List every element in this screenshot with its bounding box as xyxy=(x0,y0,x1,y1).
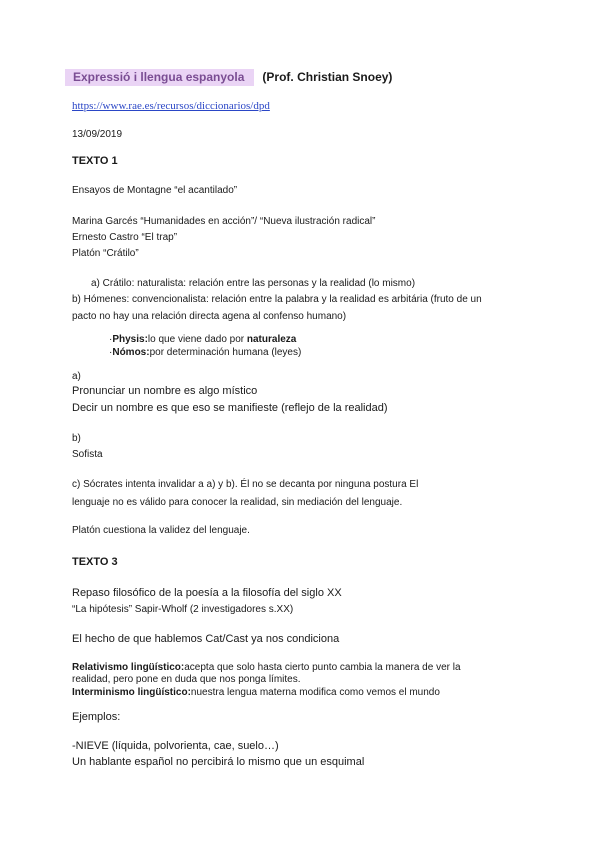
course-header xyxy=(65,70,392,84)
course-title: Expressió i llengua espanyola xyxy=(65,69,254,86)
relativismo-text1: acepta que solo hasta cierto punto cambia la manera de ver la xyxy=(184,662,461,673)
physis-text: lo que viene dado por xyxy=(147,334,247,345)
relativismo-line1 xyxy=(72,662,461,673)
texto3-line2: “La hipótesis” Sapir-Wholf (2 investigadores s.XX) xyxy=(72,604,294,615)
dpd-link[interactable]: https://www.rae.es/recursos/diccionarios/dpd xyxy=(72,100,270,112)
professor-name: (Prof. Christian Snoey) xyxy=(262,70,393,84)
c-line2: lenguaje no es válido para conocer la realidad, sin mediación del lenguaje. xyxy=(72,497,403,508)
nomos-term: Nómos: xyxy=(112,347,150,358)
ref-platon: Platón “Crátilo” xyxy=(72,248,139,259)
a-line2: Decir un nombre es que eso se manifieste (reflejo de la realidad) xyxy=(72,402,388,414)
texto3-line1: Repaso filosófico de la poesía a la filosofía del siglo XX xyxy=(72,587,342,599)
interminismo-line xyxy=(72,687,440,698)
physis-line xyxy=(109,334,296,345)
bullet: · xyxy=(109,334,113,345)
b-label: b) xyxy=(72,433,81,444)
b-line1: Sofista xyxy=(72,449,103,460)
item-b-line1: b) Hómenes: convencionalista: relación entre la palabra y la realidad es arbitária (fruto de un xyxy=(72,294,482,305)
nomos-line xyxy=(109,347,301,358)
interminismo-text: nuestra lengua materna modifica como vemos el mundo xyxy=(190,687,440,698)
conclusion: Platón cuestiona la validez del lenguaje. xyxy=(72,525,250,536)
ref-castro: Ernesto Castro “El trap” xyxy=(72,232,178,243)
physis-term: Physis: xyxy=(112,334,148,345)
item-a-cratilo: a) Crátilo: naturalista: relación entre las personas y la realidad (lo mismo) xyxy=(91,278,416,289)
c-line1: c) Sócrates intenta invalidar a a) y b). Él no se decanta por ninguna postura El xyxy=(72,479,419,490)
ref-garces: Marina Garcés “Humanidades en acción”/ “Nueva ilustración radical” xyxy=(72,216,376,227)
item-b-line2: pacto no hay una relación directa agena al confenso humano) xyxy=(72,311,347,322)
texto1-heading: TEXTO 1 xyxy=(72,155,118,167)
a-label: a) xyxy=(72,371,81,382)
ejemplos: Ejemplos: xyxy=(72,711,121,723)
hablante-line: Un hablante español no percibirá lo mismo que un esquimal xyxy=(72,756,365,768)
ref-montagne: Ensayos de Montagne “el acantilado” xyxy=(72,185,238,196)
nieve-line: -NIEVE (líquida, polvorienta, cae, suelo…) xyxy=(72,740,279,752)
texto3-heading: TEXTO 3 xyxy=(72,556,118,568)
physis-bold: naturaleza xyxy=(246,334,297,345)
a-line1: Pronunciar un nombre es algo místico xyxy=(72,385,258,397)
relativismo-term: Relativismo lingüístico: xyxy=(72,662,185,673)
nomos-text: por determinación humana (leyes) xyxy=(149,347,302,358)
texto3-line3: El hecho de que hablemos Cat/Cast ya nos condiciona xyxy=(72,633,340,645)
interminismo-term: Interminismo lingüístico: xyxy=(72,687,191,698)
bullet: · xyxy=(109,347,113,358)
date: 13/09/2019 xyxy=(72,129,123,140)
relativismo-line2: realidad, pero pone en duda que nos ponga límites. xyxy=(72,674,301,685)
